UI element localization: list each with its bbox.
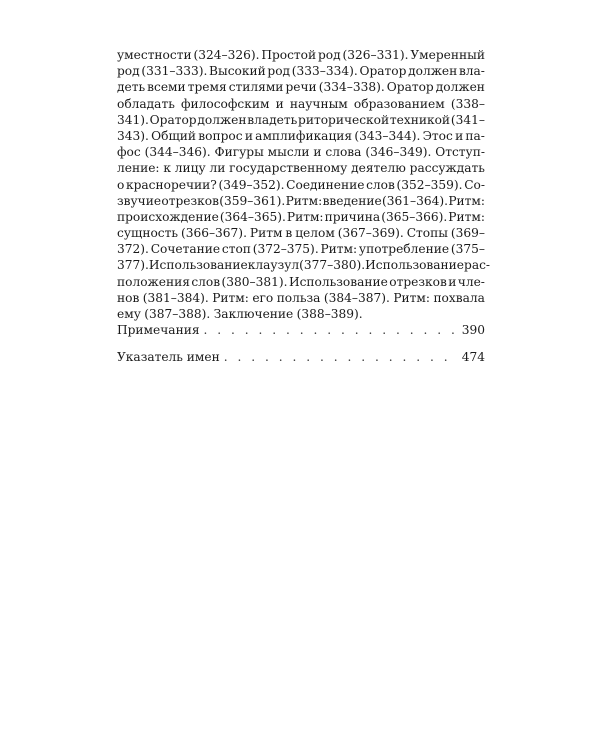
paragraph-word: Ритм: (393, 290, 430, 305)
paragraph-word: Ритм: (212, 290, 249, 305)
paragraph-word: чле- (457, 274, 485, 289)
paragraph-word: и (455, 128, 464, 143)
paragraph-word: (338– (450, 96, 485, 111)
paragraph-word: 377). (117, 258, 149, 273)
paragraph-line (117, 193, 485, 209)
paragraph-word: похвала (433, 290, 485, 305)
paragraph-word: происхождение (117, 209, 219, 224)
paragraph-word: род (267, 64, 291, 79)
paragraph-word: речи (285, 80, 317, 95)
paragraph-word: Этос (422, 128, 453, 143)
paragraph-word: (365–366). (381, 209, 448, 224)
paragraph-word: Общий (151, 128, 197, 143)
paragraph-word: отрезков (161, 193, 219, 208)
paragraph-word: вла- (458, 64, 485, 79)
toc-entry-page: 390 (461, 323, 485, 337)
paragraph-word: вопрос (198, 128, 243, 143)
paragraph-word: мысли (267, 145, 310, 160)
paragraph-word: (341– (450, 112, 485, 127)
paragraph-line (117, 257, 491, 273)
paragraph-word: род (317, 48, 341, 62)
paragraph-word: красноречии? (126, 177, 217, 192)
paragraph-line (117, 144, 485, 160)
paragraph-line (117, 209, 485, 225)
paragraph-word: (369– (450, 226, 485, 241)
paragraph-word: Оратор (149, 112, 197, 127)
paragraph-word: должен (197, 112, 247, 127)
paragraph-word: Простой (261, 48, 317, 62)
paragraph-word: деятелю (351, 161, 406, 176)
paragraph-word: Высокий (209, 64, 266, 79)
paragraph-word: Стопы (406, 226, 448, 241)
paragraph-word: обладать (117, 96, 175, 111)
paragraph-word: (364–365). (219, 209, 286, 224)
paragraph-word: ли (209, 161, 226, 176)
paragraph-word: стилями (228, 80, 284, 95)
paragraph-word: (344–346). (144, 145, 211, 160)
paragraph-line (117, 112, 485, 128)
paragraph-word: слова (325, 145, 362, 160)
paragraph-word: Ритм: (285, 193, 323, 208)
paragraph-word: употребление (358, 242, 450, 257)
paragraph-word: род (117, 64, 140, 79)
paragraph-word: Использование (365, 258, 465, 273)
paragraph-word: Ритм: (286, 209, 324, 224)
paragraph-line (117, 79, 485, 95)
paragraph-word: (366–367). (180, 226, 247, 241)
paragraph-line (117, 241, 485, 257)
paragraph-word: (375– (450, 242, 485, 257)
paragraph-word: владеть (247, 112, 298, 127)
paragraph-word: Фигуры (214, 145, 264, 160)
paragraph-word: Ритм: (320, 242, 358, 257)
toc-leader-dots (224, 349, 456, 365)
paragraph-word: (324–326). (193, 48, 260, 62)
paragraph-word: деть (117, 80, 146, 95)
paragraph-word: 341). (117, 112, 149, 127)
paragraph-word: риторической (298, 112, 390, 127)
paragraph-word: стоп (221, 242, 251, 257)
paragraph-word: Оратор (386, 80, 434, 95)
paragraph-word: рассуждать (409, 161, 485, 176)
paragraph-word: Соединение (286, 177, 365, 192)
paragraph-line (117, 177, 485, 193)
paragraph-word: техникой (389, 112, 451, 127)
paragraph-word: Умеренный (410, 48, 485, 62)
paragraph-word: (380–381). (221, 274, 288, 289)
paragraph-line (117, 63, 485, 79)
paragraph-word: (372–375). (252, 242, 319, 257)
toc-entry-name-index[interactable] (117, 349, 485, 365)
paragraph-word: Заключение (213, 307, 294, 321)
paragraph-word: 372). (117, 242, 149, 257)
contents-paragraph (117, 47, 491, 322)
paragraph-word: и (448, 274, 457, 289)
paragraph-word: философским (180, 96, 270, 111)
paragraph-word: и (244, 128, 253, 143)
paragraph-word: Сочетание (150, 242, 221, 257)
paragraph-word: ление: (117, 161, 160, 176)
paragraph-word: звучие (117, 193, 162, 208)
paragraph-word: причина (324, 209, 381, 224)
paragraph-word: Использование (288, 274, 388, 289)
paragraph-word: польза (276, 290, 321, 305)
paragraph-word: (343–344). (354, 128, 421, 143)
paragraph-line (117, 96, 485, 112)
paragraph-word: слов (366, 177, 395, 192)
paragraph-word: к (163, 161, 171, 176)
paragraph-word: положения (117, 274, 190, 289)
paragraph-word: слов (191, 274, 221, 289)
paragraph-word: государственному (229, 161, 348, 176)
paragraph-word: Отступ- (435, 145, 485, 160)
paragraph-word: (333–334). (291, 64, 358, 79)
paragraph-line (117, 47, 485, 63)
paragraph-word: лицу (174, 161, 206, 176)
paragraph-word: в (285, 226, 293, 241)
paragraph-word: (377–380). (299, 258, 366, 273)
paragraph-word: и (275, 96, 284, 111)
paragraph-word: образованием (353, 96, 445, 111)
paragraph-line (117, 290, 485, 306)
paragraph-word: всеми (147, 80, 186, 95)
paragraph-word: нов (117, 290, 140, 305)
paragraph-line (117, 274, 485, 290)
paragraph-word: Ритм: (448, 193, 485, 208)
toc-entry-label: Указатель имен (117, 350, 220, 364)
paragraph-line (117, 306, 485, 322)
paragraph-line (117, 225, 485, 241)
paragraph-word: его (252, 290, 274, 305)
paragraph-word: должен (435, 80, 485, 95)
paragraph-word: сущность (117, 226, 178, 241)
paragraph-word: Оратор (359, 64, 407, 79)
paragraph-word: тремя (187, 80, 227, 95)
paragraph-line (117, 128, 485, 144)
paragraph-word: и (313, 145, 322, 160)
toc-entry-notes[interactable] (117, 322, 485, 338)
paragraph-word: рас- (464, 258, 491, 273)
paragraph-word: 343). (117, 128, 149, 143)
paragraph-word: уместности (117, 48, 192, 62)
paragraph-word: (367–369). (337, 226, 404, 241)
paragraph-word: (331–333). (141, 64, 208, 79)
paragraph-word: па- (465, 128, 485, 143)
paragraph-word: целом (295, 226, 335, 241)
toc-entry-page: 474 (461, 350, 485, 364)
paragraph-word: (381–384). (142, 290, 209, 305)
paragraph-word: отрезков (389, 274, 447, 289)
toc-list (117, 322, 485, 365)
paragraph-word: (384–387). (323, 290, 390, 305)
paragraph-word: Ритм: (448, 209, 485, 224)
toc-entry-label: Примечания (117, 323, 200, 337)
paragraph-word: (388–389). (296, 307, 363, 321)
paragraph-word: Ритм (249, 226, 283, 241)
paragraph-word: (359–361). (219, 193, 286, 208)
paragraph-word: ему (117, 307, 141, 321)
paragraph-word: Использование (148, 258, 248, 273)
paragraph-word: должен (408, 64, 458, 79)
paragraph-word: (334–338). (318, 80, 385, 95)
paragraph-word: (326–331). (342, 48, 409, 62)
toc-leader-dots (204, 322, 456, 338)
paragraph-word: амплификация (255, 128, 353, 143)
paragraph-word: (346–349). (365, 145, 432, 160)
paragraph-word: клаузул (247, 258, 300, 273)
paragraph-word: фос (117, 145, 141, 160)
paragraph-line (117, 160, 485, 176)
paragraph-word: Со- (464, 177, 485, 192)
paragraph-word: введение (322, 193, 382, 208)
paragraph-word: (352–359). (396, 177, 463, 192)
paragraph-word: (361–364). (382, 193, 449, 208)
paragraph-word: (387–388). (144, 307, 211, 321)
paragraph-word: научным (289, 96, 348, 111)
paragraph-word: о (117, 177, 125, 192)
paragraph-word: (349–352). (218, 177, 285, 192)
